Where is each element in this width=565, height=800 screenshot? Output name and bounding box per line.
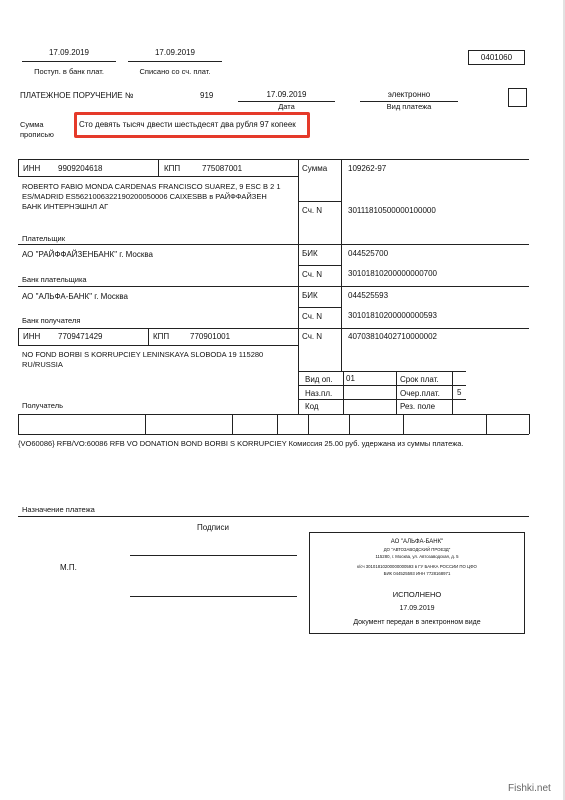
grid-line — [298, 265, 341, 266]
grid-v — [486, 414, 487, 434]
payee-kpp: 770901001 — [190, 332, 231, 341]
grid-v — [148, 328, 149, 345]
payer-bank-account: 30101810200000000700 — [348, 269, 437, 278]
payee-bank-bik-label: БИК — [302, 291, 318, 300]
stamp-date: 17.09.2019 — [399, 605, 435, 612]
payer-kpp-label: КПП — [164, 164, 181, 173]
grid-line — [298, 371, 466, 372]
stamp-bik-inn: БИК 044525593 ИНН 7728168971 — [383, 571, 451, 576]
signatures-label: Подписи — [197, 523, 229, 532]
purpose-label: Назначение платежа — [22, 505, 95, 514]
payer-kpp: 775087001 — [202, 164, 243, 173]
payer-bank-bik: 044525700 — [348, 249, 389, 258]
payee-name-line1: NO FOND BORBI S KORRUPCIEY LENINSKAYA SLOBODA 19 115280 — [22, 350, 264, 359]
payer-label: Плательщик — [22, 234, 65, 243]
payer-bank-label: Банк плательщика — [22, 275, 87, 284]
seal-label: М.П. — [60, 563, 77, 572]
grid-line — [18, 244, 529, 245]
payment-type-label: Вид платежа — [386, 102, 432, 111]
grid-v — [341, 159, 342, 371]
payee-bank-label: Банк получателя — [22, 316, 81, 325]
op-type: 01 — [346, 374, 355, 383]
payee-bank-name: АО "АЛЬФА-БАНК" г. Москва — [22, 292, 128, 301]
grid-v — [18, 328, 19, 345]
order-title: ПЛАТЕЖНОЕ ПОРУЧЕНИЕ № — [20, 91, 134, 100]
grid-v — [529, 414, 530, 434]
grid-v — [403, 414, 404, 434]
amount-words-label-1: Сумма — [20, 120, 44, 129]
payee-inn-label: ИНН — [23, 332, 41, 341]
payer-name-line1: ROBERTO FABIO MONDA CARDENAS FRANCISCO SUAREZ, 9 ESC B 2 1 — [22, 182, 281, 191]
payer-amount-label: Сумма — [302, 164, 328, 173]
payee-account: 40703810402710000002 — [348, 332, 437, 341]
amount-words-label-2: прописью — [20, 130, 54, 139]
grid-top-line — [18, 159, 529, 160]
order-code-box — [508, 88, 527, 107]
grid-v — [145, 414, 146, 434]
payer-account: 30111810500000100000 — [348, 206, 436, 215]
payee-kpp-label: КПП — [153, 332, 170, 341]
payer-inn: 9909204618 — [58, 164, 103, 173]
payer-bank-name: АО "РАЙФФАЙЗЕНБАНК" г. Москва — [22, 250, 153, 259]
grid-line — [298, 307, 341, 308]
due-label: Срок плат. — [400, 375, 439, 384]
grid-line — [18, 414, 529, 415]
payee-bank-account-label: Сч. N — [302, 312, 323, 321]
date-received-label: Поступ. в банк плат. — [34, 67, 104, 76]
grid-v — [452, 371, 453, 414]
form-code: 0401060 — [468, 50, 525, 65]
priority: 5 — [457, 388, 462, 397]
payer-bank-account-label: Сч. N — [302, 270, 323, 279]
code-label: Код — [305, 402, 319, 411]
payee-name-line2: RU/RUSSIA — [22, 360, 63, 369]
op-type-label: Вид оп. — [305, 375, 333, 384]
stamp-account: к/сч 30101810200000000593 в ГУ БАНКА РОССИИ ПО ЦФО — [357, 564, 477, 569]
grid-line — [298, 385, 466, 386]
payer-amount: 109262-97 — [348, 164, 387, 173]
payer-name-line2: ES/MADRID ES5621006322190200050006 CAIXESBB в РАЙФФАЙЗЕН — [22, 192, 267, 201]
order-number: 919 — [200, 91, 214, 100]
amount-words: Сто девять тысяч двести шестьдесят два рубля 97 копеек — [79, 120, 296, 129]
grid-v — [158, 159, 159, 176]
grid-v — [396, 371, 397, 414]
priority-label: Очер.плат. — [400, 389, 440, 398]
payer-account-label: Сч. N — [302, 206, 323, 215]
stamp-address: 115280, г. Москва, ул. Автозаводская, д. 5 — [375, 554, 459, 559]
grid-line — [298, 201, 341, 202]
purpose-line — [18, 516, 529, 517]
stamp-division: ДО "АВТОЗАВОДСКИЙ ПРОЕЗД" — [383, 547, 451, 552]
date-debited: 17.09.2019 — [154, 48, 196, 57]
payee-inn: 7709471429 — [58, 332, 103, 341]
stamp-note: Документ передан в электронном виде — [353, 619, 481, 626]
purpose-text: {VO60086} RFB/VO:60086 RFB VO DONATION BOND BORBI S KORRUPCIEY Комиссия 25.00 руб. удержана из суммы платежа. — [18, 439, 464, 448]
payer-inn-label: ИНН — [23, 164, 41, 173]
reserve-label: Рез. поле — [400, 402, 436, 411]
bank-stamp — [309, 532, 525, 634]
payment-type: электронно — [387, 90, 431, 99]
grid-line — [298, 399, 466, 400]
highlight-box — [74, 112, 310, 138]
grid-line — [18, 345, 298, 346]
purpose-code-label: Наз.пл. — [305, 389, 333, 398]
grid-v — [349, 414, 350, 434]
grid-v — [18, 414, 19, 434]
signature-line-2 — [130, 596, 297, 597]
order-date-label: Дата — [278, 102, 295, 111]
order-date: 17.09.2019 — [266, 90, 307, 99]
payee-bank-account: 30101810200000000593 — [348, 311, 437, 320]
grid-v — [277, 414, 278, 434]
date-received-line — [22, 61, 116, 62]
stamp-status: ИСПОЛНЕНО — [392, 590, 442, 599]
payee-bank-bik: 044525593 — [348, 291, 389, 300]
payee-account-label: Сч. N — [302, 332, 323, 341]
watermark: Fishki.net — [508, 783, 551, 794]
payer-name-line3: БАНК ИНТЕРНЭШНЛ АГ — [22, 202, 109, 211]
date-received: 17.09.2019 — [48, 48, 90, 57]
payee-label: Получатель — [22, 401, 63, 410]
grid-line — [18, 328, 529, 329]
grid-v — [232, 414, 233, 434]
grid-inn-line — [18, 176, 298, 177]
payer-bank-bik-label: БИК — [302, 249, 318, 258]
date-debited-label: Списано со сч. плат. — [139, 67, 211, 76]
grid-line — [18, 434, 529, 435]
grid-v — [343, 371, 344, 414]
grid-line — [18, 286, 529, 287]
date-debited-line — [128, 61, 222, 62]
grid-v — [18, 159, 19, 176]
grid-v — [308, 414, 309, 434]
signature-line-1 — [130, 555, 297, 556]
stamp-bank: АО "АЛЬФА-БАНК" — [390, 539, 444, 545]
